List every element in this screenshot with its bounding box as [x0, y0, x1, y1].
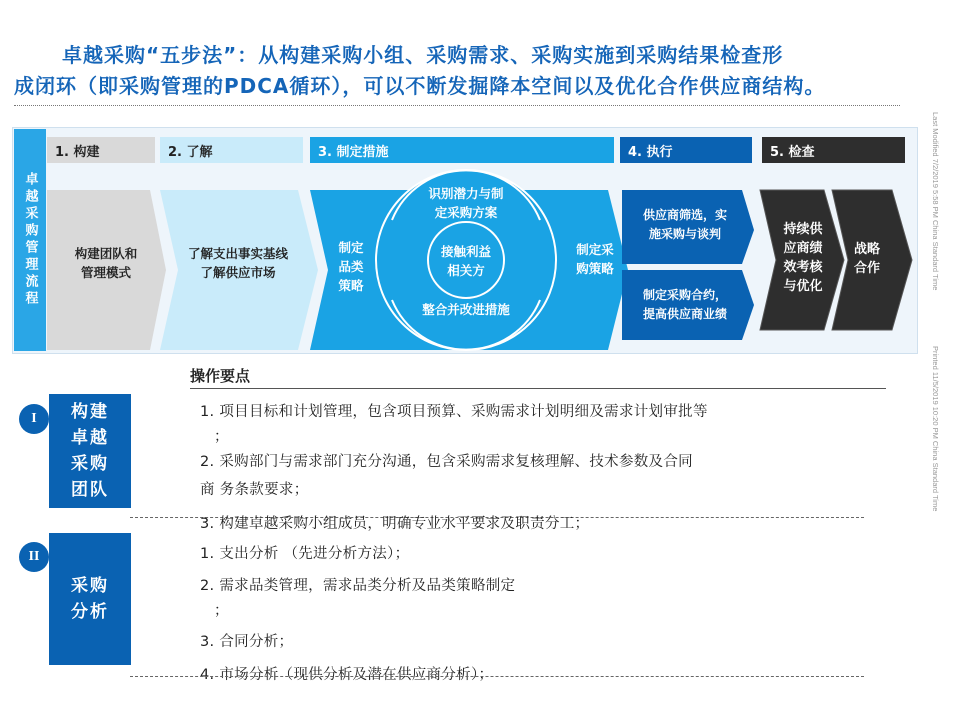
section-1-item-2-cont: 商 务条款要求； — [200, 482, 309, 498]
section-1-label-line-4: 团队 — [71, 480, 109, 500]
step-3-left-line-1: 制定 — [338, 240, 364, 255]
step-1-text — [55, 244, 157, 282]
step-5-b-line-2: 合作 — [853, 261, 880, 276]
step-2-text-line-1: 了解支出事实基线 — [187, 246, 288, 261]
headline-line-1: 卓越采购“五步法”：从构建采购小组、采购需求、采购实施到采购结果检查形 — [62, 43, 784, 67]
section-1-item-2: 2. 采购部门与需求部门充分沟通，包含采购需求复核理解、技术参数及合同 — [200, 454, 693, 470]
step-5-a-line-2: 应商绩 — [783, 241, 823, 256]
process-side-label-text: 卓越采购管理流程 — [22, 172, 38, 308]
section-2-item-1: 1. 支出分析 （先进分析方法）； — [200, 546, 410, 562]
section-1-label-line-1: 构建 — [71, 402, 109, 422]
step-4-upper-line-1: 供应商筛选，实 — [642, 208, 727, 222]
step-1-text-line-2: 管理模式 — [80, 265, 131, 280]
printed-note: Printed 11/5/2019 10:20 PM China Standard Time — [931, 346, 940, 512]
step-3-center-line-2: 相关方 — [447, 263, 485, 278]
ops-title-rule — [190, 388, 886, 389]
step-4-lower-line-2: 提高供应商业绩 — [642, 307, 727, 321]
section-1-label-line-2: 卓越 — [71, 428, 109, 448]
section-1-badge: I — [19, 404, 49, 434]
step-4-lower-text — [626, 286, 744, 324]
step-3-center-line-1: 接触利益 — [440, 244, 491, 259]
step-5-a-line-1: 持续供 — [783, 222, 823, 237]
step-3-left-line-2: 品类 — [338, 259, 364, 274]
section-2-label — [49, 533, 131, 665]
step-4-lower-line-1: 制定采购合约， — [642, 288, 727, 302]
section-1-label-line-3: 采购 — [71, 454, 109, 474]
step-3-header: 3. 制定措施 — [310, 137, 614, 163]
step-3-top-line-1: 识别潜力与制 — [428, 186, 504, 201]
step-2-text — [176, 244, 300, 282]
step-5-a-line-4: 与优化 — [783, 279, 823, 294]
step-5-a-text — [772, 220, 834, 296]
step-5-a-line-3: 效考核 — [783, 260, 823, 275]
step-3-bottom-text: 整合并改进措施 — [422, 302, 510, 317]
step-3-left-line-3: 策略 — [338, 278, 364, 293]
step-5-b-text — [842, 240, 892, 278]
step-1-text-line-1: 构建团队和 — [74, 246, 138, 261]
section-2-label-line-2: 分析 — [71, 602, 109, 622]
section-2-item-4: 4. 市场分析（现供分析及潜在供应商分析）； — [200, 667, 494, 683]
step-5-b-line-1: 战略 — [853, 242, 880, 257]
section-1-item-1-cont: ； — [214, 429, 229, 445]
step-1-header: 1. 构建 — [47, 137, 155, 163]
section-2-badge: II — [19, 542, 49, 572]
step-2-text-line-2: 了解供应市场 — [200, 265, 276, 280]
step-3-right-text — [566, 240, 624, 278]
step-4-upper-text — [626, 206, 744, 244]
step-3-right-line-2: 购策略 — [576, 261, 614, 276]
headline-line-2: 成闭环（即采购管理的PDCA循环），可以不断发掘降本空间以及优化合作供应商结构。 — [14, 74, 826, 98]
last-modified-note: Last Modified 7/2/2019 5:58 PM China Standard Time — [931, 112, 940, 291]
step-2-header: 2. 了解 — [160, 137, 303, 163]
step-3-left-text — [328, 238, 374, 295]
step-3-top-text — [410, 184, 522, 222]
section-bottom-divider — [130, 676, 864, 677]
step-4-header: 4. 执行 — [620, 137, 752, 163]
step-3-right-line-1: 制定采 — [576, 242, 614, 257]
ops-title: 操作要点 — [190, 367, 251, 385]
section-2-item-2-cont: ； — [214, 603, 229, 619]
section-2-item-3: 3. 合同分析； — [200, 634, 294, 650]
section-1-item-1: 1. 项目目标和计划管理，包含项目预算、采购需求计划明细及需求计划审批等 — [200, 404, 708, 420]
section-1-label — [49, 394, 131, 508]
step-5-header: 5. 检查 — [762, 137, 905, 163]
section-2-item-2: 2. 需求品类管理，需求品类分析及品类策略制定 — [200, 578, 516, 594]
section-1-item-3: 3. 构建卓越采购小组成员，明确专业水平要求及职责分工； — [200, 516, 590, 532]
step-4-upper-line-2: 施采购与谈判 — [648, 227, 721, 241]
section-2-label-line-1: 采购 — [71, 576, 109, 596]
step-3-top-line-2: 定采购方案 — [434, 205, 498, 220]
step-3-center-text — [436, 242, 496, 280]
